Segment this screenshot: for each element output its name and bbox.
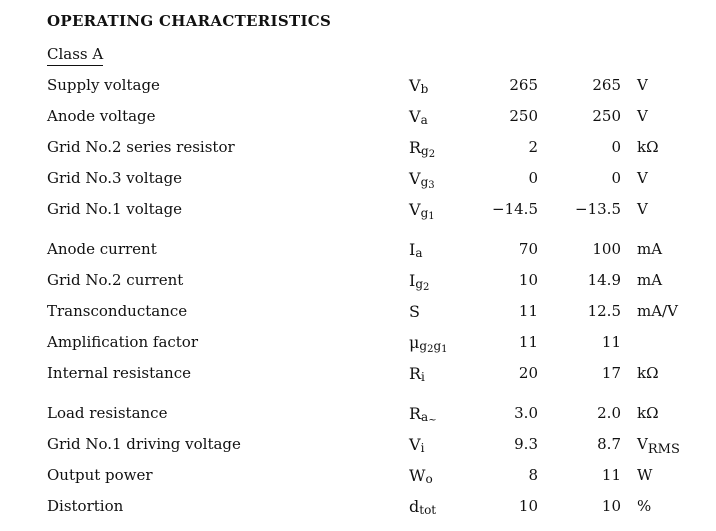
parameter-label: Internal resistance (47, 364, 191, 382)
value-column-2: 10 (601, 497, 621, 515)
table-row (0, 404, 716, 430)
unit-label: $V_{RMS}$ (637, 435, 680, 457)
parameter-label: Grid No.1 driving voltage (47, 435, 241, 453)
table-row (0, 138, 716, 164)
value-column-1: 10 (518, 271, 538, 289)
parameter-symbol: $V_{g_3}$ (409, 169, 435, 191)
unit-label: kΩ (637, 404, 659, 422)
unit-label: W (637, 466, 653, 484)
table-row (0, 107, 716, 133)
value-column-1: 0 (528, 169, 538, 187)
unit-label: % (637, 497, 652, 515)
value-column-1: 265 (509, 76, 538, 94)
parameter-label: Amplification factor (47, 333, 199, 351)
parameter-symbol: $R_{a_\sim}$ (409, 404, 437, 426)
unit-label: V (637, 76, 648, 94)
table-row (0, 466, 716, 492)
parameter-symbol: $V_a$ (409, 107, 428, 127)
table-row (0, 435, 716, 461)
parameter-symbol: $I_a$ (409, 240, 423, 260)
parameter-symbol: $W_o$ (409, 466, 433, 486)
value-column-2: 14.9 (587, 271, 621, 289)
table-row (0, 200, 716, 226)
table-row (0, 333, 716, 359)
table-row (0, 240, 716, 266)
parameter-label: Transconductance (47, 302, 188, 320)
class-a-subheading: Class A (47, 45, 103, 66)
value-column-1: 3.0 (514, 404, 538, 422)
unit-label: mA (637, 271, 663, 289)
table-row (0, 271, 716, 297)
value-column-2: 11 (601, 466, 621, 484)
parameter-label: Output power (47, 466, 153, 484)
table-row (0, 497, 716, 523)
table-row (0, 302, 716, 328)
table-row (0, 76, 716, 102)
unit-label: kΩ (637, 138, 659, 156)
parameter-label: Grid No.2 series resistor (47, 138, 235, 156)
parameter-label: Anode voltage (47, 107, 156, 125)
value-column-1: 11 (518, 333, 538, 351)
value-column-2: 0 (611, 169, 621, 187)
parameter-symbol: $V_{g_1}$ (409, 200, 435, 222)
parameter-label: Distortion (47, 497, 124, 515)
unit-label: mA (637, 240, 663, 258)
value-column-2: 100 (592, 240, 621, 258)
parameter-symbol: $\mu_{g_2g_1}$ (409, 333, 448, 355)
value-column-1: −14.5 (492, 200, 538, 218)
value-column-2: 11 (601, 333, 621, 351)
value-column-2: −13.5 (575, 200, 621, 218)
unit-label: V (637, 107, 648, 125)
parameter-label: Grid No.3 voltage (47, 169, 183, 187)
value-column-2: 8.7 (597, 435, 621, 453)
unit-label: V (637, 169, 648, 187)
unit-label: kΩ (637, 364, 659, 382)
parameter-symbol: S (409, 302, 420, 321)
table-row (0, 364, 716, 390)
value-column-2: 265 (592, 76, 621, 94)
value-column-2: 0 (611, 138, 621, 156)
unit-label: mA/V (637, 302, 678, 320)
value-column-1: 10 (518, 497, 538, 515)
value-column-2: 250 (592, 107, 621, 125)
parameter-label: Supply voltage (47, 76, 160, 94)
parameter-symbol: $V_i$ (409, 435, 425, 455)
section-heading: OPERATING CHARACTERISTICS (47, 12, 332, 30)
table-row (0, 169, 716, 195)
parameter-label: Anode current (47, 240, 157, 258)
value-column-2: 17 (601, 364, 621, 382)
parameter-label: Load resistance (47, 404, 168, 422)
value-column-1: 70 (518, 240, 538, 258)
parameter-label: Grid No.2 current (47, 271, 184, 289)
value-column-1: 250 (509, 107, 538, 125)
value-column-1: 2 (528, 138, 538, 156)
value-column-1: 20 (518, 364, 538, 382)
parameter-symbol: $d_{tot}$ (409, 497, 437, 517)
parameter-label: Grid No.1 voltage (47, 200, 183, 218)
value-column-2: 2.0 (597, 404, 621, 422)
parameter-symbol: $R_i$ (409, 364, 425, 384)
value-column-2: 12.5 (587, 302, 621, 320)
value-column-1: 11 (518, 302, 538, 320)
parameter-symbol: $R_{g_2}$ (409, 138, 436, 160)
value-column-1: 9.3 (514, 435, 538, 453)
unit-label: V (637, 200, 648, 218)
parameter-symbol: $I_{g_2}$ (409, 271, 430, 293)
parameter-symbol: $V_b$ (409, 76, 429, 96)
value-column-1: 8 (528, 466, 538, 484)
